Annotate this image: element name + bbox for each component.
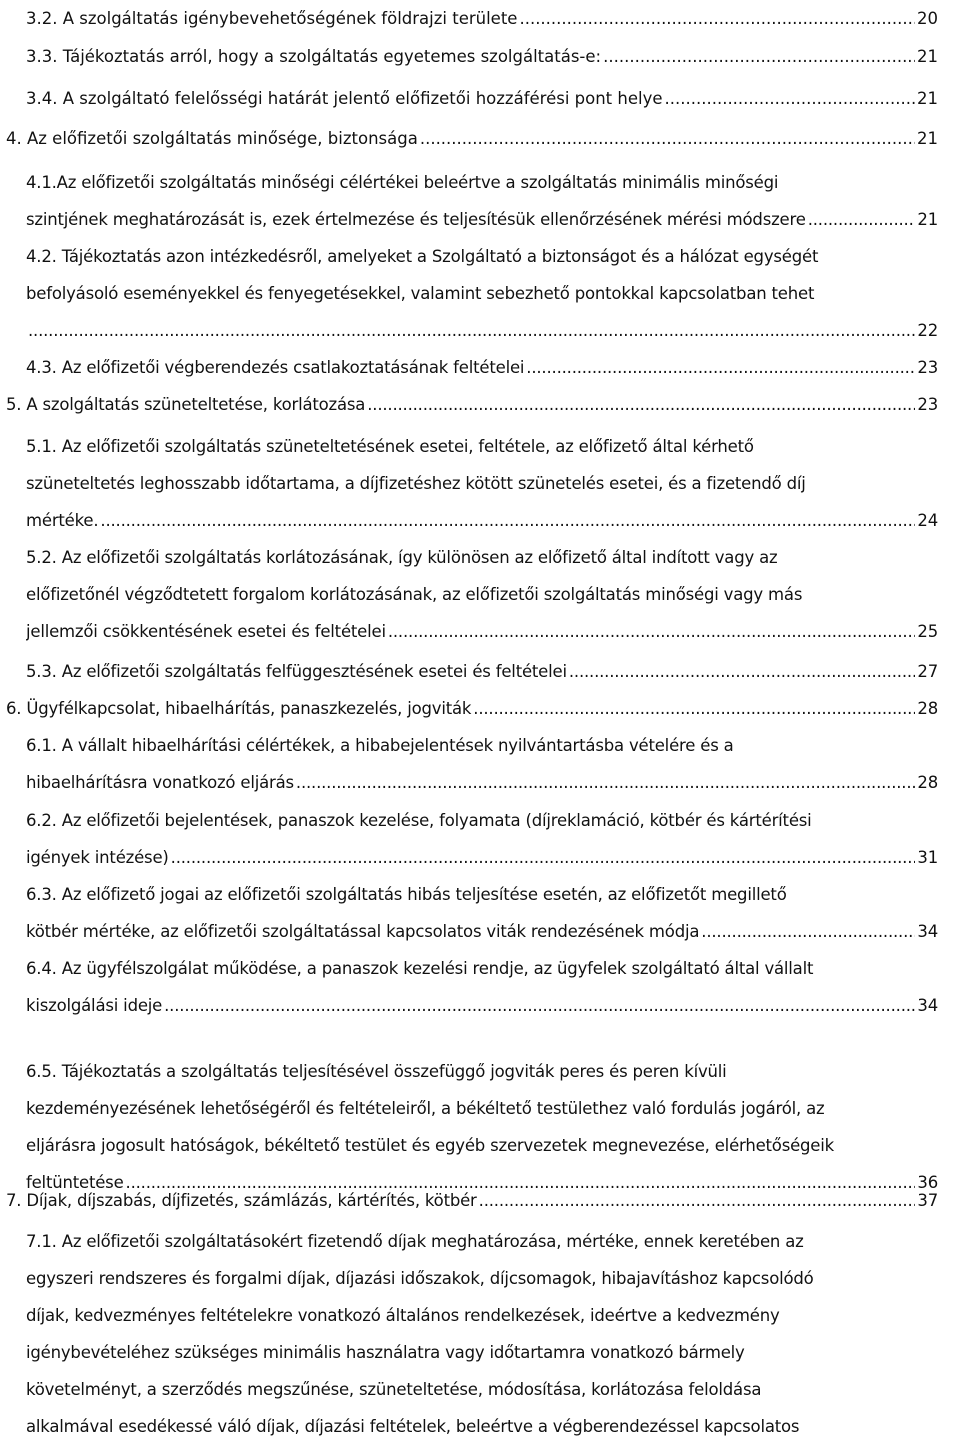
toc-entry[interactable] (6, 120, 938, 157)
toc-entry[interactable] (26, 539, 938, 650)
page-number: 34 (917, 996, 938, 1015)
toc-entry-text: 6. Ügyfélkapcsolat, hibaelhárítás, panaszkezelés, jogviták (6, 699, 472, 718)
toc-entry-text: 4.3. Az előfizetői végberendezés csatlakoztatásának feltételei (26, 358, 525, 377)
toc-entry[interactable] (26, 876, 938, 950)
toc-entry-line (26, 802, 938, 839)
toc-entry-line (6, 690, 938, 727)
toc-entry[interactable] (6, 690, 938, 727)
toc-entry-line (26, 613, 938, 650)
toc-entry-line (26, 1371, 938, 1408)
toc-entry-text: 4.1.Az előfizetői szolgáltatás minőségi célértékei beleértve a szolgáltatás minimális minőségi (26, 173, 779, 192)
dot-leader (473, 690, 915, 727)
toc-entry[interactable] (6, 386, 938, 423)
toc-entry-line (26, 1408, 938, 1445)
toc-entry[interactable] (26, 802, 938, 876)
toc-entry-line (6, 386, 938, 423)
toc-entry-line (26, 38, 938, 75)
dot-leader (603, 38, 915, 75)
toc-entry-line (26, 950, 938, 987)
toc-entry-text: hibaelhárításra vonatkozó eljárás (26, 773, 294, 792)
dot-leader (367, 386, 915, 423)
dot-leader (388, 613, 916, 650)
toc-entry-text: 5.2. Az előfizetői szolgáltatás korlátozásának, így különösen az előfizető által indított vagy az (26, 548, 778, 567)
toc-entry[interactable] (26, 38, 938, 75)
toc-entry-line (6, 120, 938, 157)
toc-entry-line (26, 653, 938, 690)
dot-leader (296, 764, 915, 801)
toc-entry-line (26, 987, 938, 1024)
dot-leader (28, 312, 915, 349)
toc-entry-line (26, 1053, 938, 1090)
toc-entry-text: kiszolgálási ideje (26, 996, 163, 1015)
page-number: 36 (917, 1173, 938, 1192)
toc-entry[interactable] (26, 428, 938, 539)
dot-leader (569, 653, 916, 690)
toc-entry-line (26, 1223, 938, 1260)
dot-leader (808, 201, 916, 238)
toc-entry[interactable] (26, 349, 938, 386)
toc-entry-line (26, 349, 938, 386)
toc-entry-text: 7. Díjak, díjszabás, díjfizetés, számlázás, kártérítés, kötbér (6, 1191, 477, 1210)
toc-entry-text: 7.1. Az előfizetői szolgáltatásokért fizetendő díjak meghatározása, mértéke, ennek keretében az (26, 1232, 804, 1251)
dot-leader (420, 120, 915, 157)
toc-entry-line (26, 1260, 938, 1297)
toc-entry-text: 3.4. A szolgáltató felelősségi határát jelentő előfizetői hozzáférési pont helye (26, 89, 663, 108)
toc-entry[interactable] (26, 653, 938, 690)
toc-entry[interactable] (26, 238, 938, 349)
toc-entry-text: egyszeri rendszeres és forgalmi díjak, díjazási időszakok, díjcsomagok, hibajavításhoz kapcsolódó (26, 1269, 814, 1288)
toc-entry-line (26, 913, 938, 950)
toc-entry-text: 6.2. Az előfizetői bejelentések, panaszok kezelése, folyamata (díjreklamáció, kötbér és kártérítési (26, 811, 812, 830)
toc-entry-line (26, 465, 938, 502)
page-number: 21 (917, 89, 938, 108)
dot-leader (701, 913, 915, 950)
page-number: 24 (917, 511, 938, 530)
page-number: 23 (917, 358, 938, 377)
toc-entry-line (26, 539, 938, 576)
dot-leader (100, 502, 915, 539)
toc-entry[interactable] (26, 80, 938, 117)
toc-entry-text: 4.2. Tájékoztatás azon intézkedésről, amelyeket a Szolgáltató a biztonságot és a hálózat egységét (26, 247, 819, 266)
dot-leader (171, 839, 916, 876)
toc-entry-text: követelményt, a szerződés megszűnése, szüneteltetése, módosítása, korlátozása feloldása (26, 1380, 762, 1399)
toc-entry-text: díjak, kedvezményes feltételekre vonatkozó általános rendelkezések, ideértve a kedvezmény (26, 1306, 780, 1325)
toc-entry[interactable] (26, 950, 938, 1024)
page-number: 23 (917, 395, 938, 414)
page-number: 27 (917, 662, 938, 681)
toc-entry-text: 6.5. Tájékoztatás a szolgáltatás teljesítésével összefüggő jogviták peres és peren kívüli (26, 1062, 727, 1081)
toc-entry[interactable] (26, 727, 938, 801)
toc-entry-text: 3.2. A szolgáltatás igénybevehetőségének földrajzi területe (26, 9, 518, 28)
toc-entry-line (26, 80, 938, 117)
page-number: 22 (917, 321, 938, 340)
toc-entry[interactable] (26, 1223, 938, 1445)
toc-entry-line (26, 275, 938, 312)
toc-entry-text: 6.4. Az ügyfélszolgálat működése, a panaszok kezelési rendje, az ügyfelek szolgáltató által vállalt (26, 959, 814, 978)
toc-entry-line (26, 428, 938, 465)
page-number: 25 (917, 622, 938, 641)
toc-entry-text: alkalmával esedékessé váló díjak, díjazási feltételek, beleértve a végberendezéssel kapcsolatos (26, 1417, 800, 1436)
toc-entry[interactable] (26, 1053, 938, 1201)
toc-entry-text: előfizetőnél végződtetett forgalom korlátozásának, az előfizetői szolgáltatás minőségi vagy más (26, 585, 803, 604)
toc-entry-line (26, 1334, 938, 1371)
toc-entry-line (26, 764, 938, 801)
toc-entry[interactable] (26, 0, 938, 37)
toc-entry-line (26, 0, 938, 37)
toc-entry-text: 5.3. Az előfizetői szolgáltatás felfüggesztésének esetei és feltételei (26, 662, 567, 681)
toc-entry-text: szintjének meghatározását is, ezek értelmezése és teljesítésük ellenőrzésének mérési módszere (26, 210, 806, 229)
toc-entry-line (26, 576, 938, 613)
toc-entry-text: feltüntetése (26, 1173, 124, 1192)
toc-entry-text: 3.3. Tájékoztatás arról, hogy a szolgáltatás egyetemes szolgáltatás-e: (26, 47, 602, 66)
toc-entry-text: igénybevételéhez szükséges minimális használatra vagy időtartamra vonatkozó bármely (26, 1343, 745, 1362)
page-number: 20 (917, 9, 938, 28)
page-number: 21 (917, 210, 938, 229)
toc-entry-line (26, 312, 938, 349)
toc-entry[interactable] (26, 164, 938, 238)
toc-entry-text: igények intézése) (26, 848, 169, 867)
toc-entry-text: kötbér mértéke, az előfizetői szolgáltatással kapcsolatos viták rendezésének módja (26, 922, 700, 941)
page-number: 21 (917, 47, 938, 66)
toc-entry-line (26, 1090, 938, 1127)
dot-leader (519, 0, 915, 37)
page-number: 28 (917, 773, 938, 792)
toc-entry-line (26, 727, 938, 764)
page-number: 34 (917, 922, 938, 941)
toc-entry-text: 5. A szolgáltatás szüneteltetése, korlátozása (6, 395, 366, 414)
page-number: 31 (917, 848, 938, 867)
dot-leader (665, 80, 916, 117)
toc-entry-line (26, 1297, 938, 1334)
toc-entry-line (26, 164, 938, 201)
toc-entry-line (6, 1182, 938, 1219)
page-number: 28 (917, 699, 938, 718)
toc-entry-line (26, 876, 938, 913)
toc-entry-text: mértéke. (26, 511, 99, 530)
page-number: 21 (917, 129, 938, 148)
dot-leader (526, 349, 915, 386)
toc-entry-text: jellemzői csökkentésének esetei és feltételei (26, 622, 386, 641)
toc-entry-line (26, 201, 938, 238)
toc-entry-text: 6.3. Az előfizető jogai az előfizetői szolgáltatás hibás teljesítése esetén, az előfizetőt megillető (26, 885, 787, 904)
toc-entry-line (26, 839, 938, 876)
toc-entry-line (26, 502, 938, 539)
toc-entry-text: 5.1. Az előfizetői szolgáltatás szüneteltetésének esetei, feltétele, az előfizető által kérhető (26, 437, 754, 456)
page-number: 37 (917, 1191, 938, 1210)
toc-entry-line (26, 238, 938, 275)
toc-entry-line (26, 1127, 938, 1164)
toc-entry-text: szüneteltetés leghosszabb időtartama, a díjfizetéshez kötött szünetelés esetei, és a fizetendő díj (26, 474, 806, 493)
toc-entry-text: 4. Az előfizetői szolgáltatás minősége, biztonsága (6, 129, 418, 148)
toc-entry[interactable] (6, 1182, 938, 1219)
dot-leader (479, 1182, 916, 1219)
toc-entry-text: kezdeményezésének lehetőségéről és feltételeiről, a békéltető testülethez való fordulás jogáról, az (26, 1099, 825, 1118)
dot-leader (164, 987, 915, 1024)
toc-entry-text: 6.1. A vállalt hibaelhárítási célértékek, a hibabejelentések nyilvántartásba vételére és a (26, 736, 734, 755)
toc-entry-text: befolyásoló eseményekkel és fenyegetésekkel, valamint sebezhető pontokkal kapcsolatban tehet (26, 284, 815, 303)
toc-entry-text: eljárásra jogosult hatóságok, békéltető testület és egyéb szervezetek megnevezése, elérhetőségeik (26, 1136, 835, 1155)
